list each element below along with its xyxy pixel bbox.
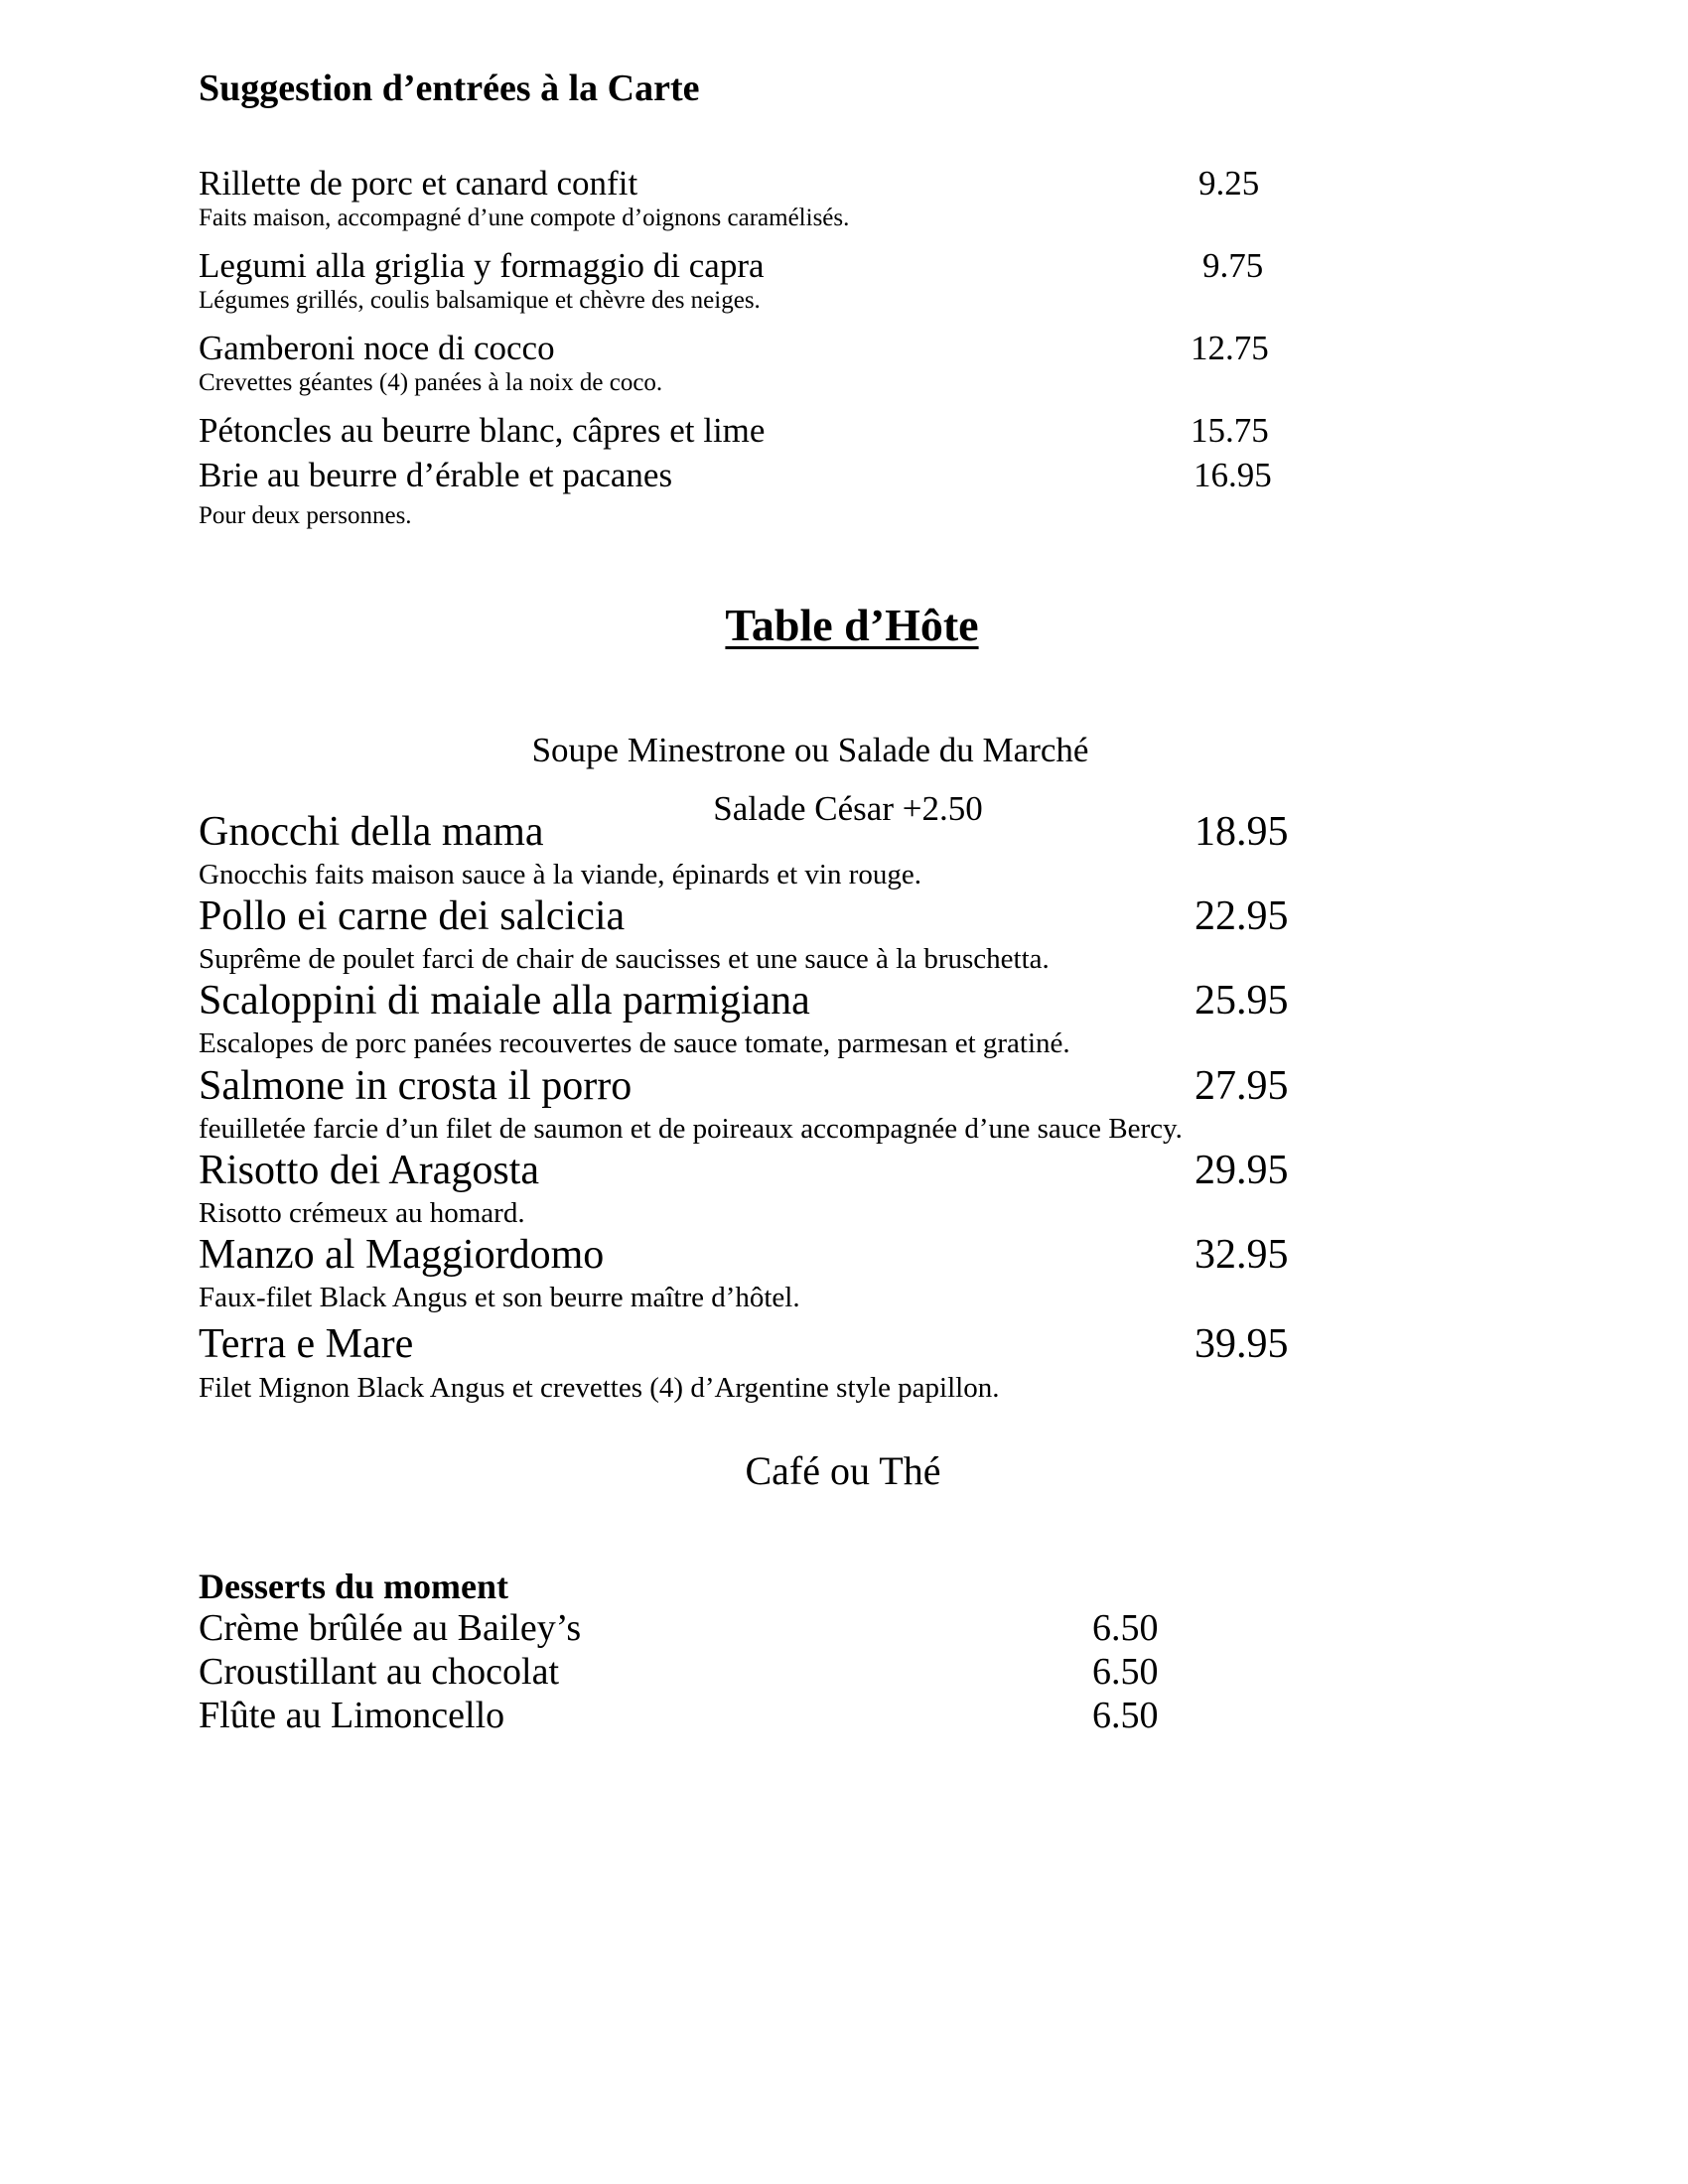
main-item-price: 27.95: [1195, 1063, 1289, 1109]
entree-item-desc: Légumes grillés, coulis balsamique et chèvre des neiges.: [199, 287, 761, 314]
dessert-item-price: 6.50: [1092, 1695, 1159, 1736]
main-item-desc: Filet Mignon Black Angus et crevettes (4) d’Argentine style papillon.: [199, 1372, 1000, 1404]
dessert-item-price: 6.50: [1092, 1651, 1159, 1693]
main-item-name: Manzo al Maggiordomo: [199, 1232, 605, 1278]
entree-item-price: 9.75: [1202, 246, 1264, 285]
main-item-desc: feuilletée farcie d’un filet de saumon et de poireaux accompagnée d’une sauce Bercy.: [199, 1113, 1183, 1145]
main-item-desc: Suprême de poulet farci de chair de saucisses et une sauce à la bruschetta.: [199, 943, 1050, 975]
entree-item-price: 16.95: [1194, 456, 1272, 494]
main-item-desc: Faux-filet Black Angus et son beurre maître d’hôtel.: [199, 1282, 800, 1313]
main-item-price: 32.95: [1195, 1232, 1289, 1278]
main-item-name: Scaloppini di maiale alla parmigiana: [199, 978, 810, 1024]
entree-item-name: Gamberoni noce di cocco: [199, 329, 555, 367]
entree-item-name: Legumi alla griglia y formaggio di capra: [199, 246, 765, 285]
main-item-name: Salmone in crosta il porro: [199, 1063, 633, 1109]
main-item-price: 25.95: [1195, 978, 1289, 1024]
cafe-ou-the-text: Café ou Thé: [745, 1448, 941, 1493]
main-item-name: Terra e Mare: [199, 1321, 414, 1367]
dessert-item-name: Croustillant au chocolat: [199, 1651, 560, 1693]
main-item-price: 39.95: [1195, 1321, 1289, 1367]
entree-item-name: Pétoncles au beurre blanc, câpres et lime: [199, 411, 766, 450]
starter-line-1-text: Soupe Minestrone ou Salade du Marché: [531, 731, 1089, 769]
main-item-desc: Gnocchis faits maison sauce à la viande, épinards et vin rouge.: [199, 859, 921, 890]
main-item-name: Risotto dei Aragosta: [199, 1148, 539, 1193]
starter-line-1: [0, 733, 1688, 767]
cafe-ou-the-line: [0, 1448, 1688, 1493]
entrees-heading: Suggestion d’entrées à la Carte: [199, 68, 700, 109]
dessert-item-name: Crème brûlée au Bailey’s: [199, 1607, 582, 1649]
entree-item-desc: Pour deux personnes.: [199, 502, 412, 529]
entree-item-price: 12.75: [1191, 329, 1269, 367]
main-item-price: 18.95: [1195, 809, 1289, 855]
desserts-heading: Desserts du moment: [199, 1567, 508, 1606]
starter-line-2-text: Salade César +2.50: [713, 789, 983, 828]
entree-item-name: Brie au beurre d’érable et pacanes: [199, 456, 673, 494]
dessert-item-name: Flûte au Limoncello: [199, 1695, 505, 1736]
main-item-name: Gnocchi della mama: [199, 809, 544, 855]
entree-item-desc: Faits maison, accompagné d’une compote d’oignons caramélisés.: [199, 205, 850, 231]
entree-item-desc: Crevettes géantes (4) panées à la noix de coco.: [199, 369, 663, 396]
main-item-desc: Risotto crémeux au homard.: [199, 1197, 525, 1229]
table-hote-heading: Table d’Hôte: [725, 600, 979, 650]
main-item-price: 22.95: [1195, 893, 1289, 939]
main-item-name: Pollo ei carne dei salcicia: [199, 893, 626, 939]
main-item-price: 29.95: [1195, 1148, 1289, 1193]
entree-item-price: 15.75: [1191, 411, 1269, 450]
entree-item-price: 9.25: [1198, 164, 1260, 203]
entree-item-name: Rillette de porc et canard confit: [199, 164, 638, 203]
dessert-item-price: 6.50: [1092, 1607, 1159, 1649]
main-item-desc: Escalopes de porc panées recouvertes de sauce tomate, parmesan et gratiné.: [199, 1027, 1070, 1059]
